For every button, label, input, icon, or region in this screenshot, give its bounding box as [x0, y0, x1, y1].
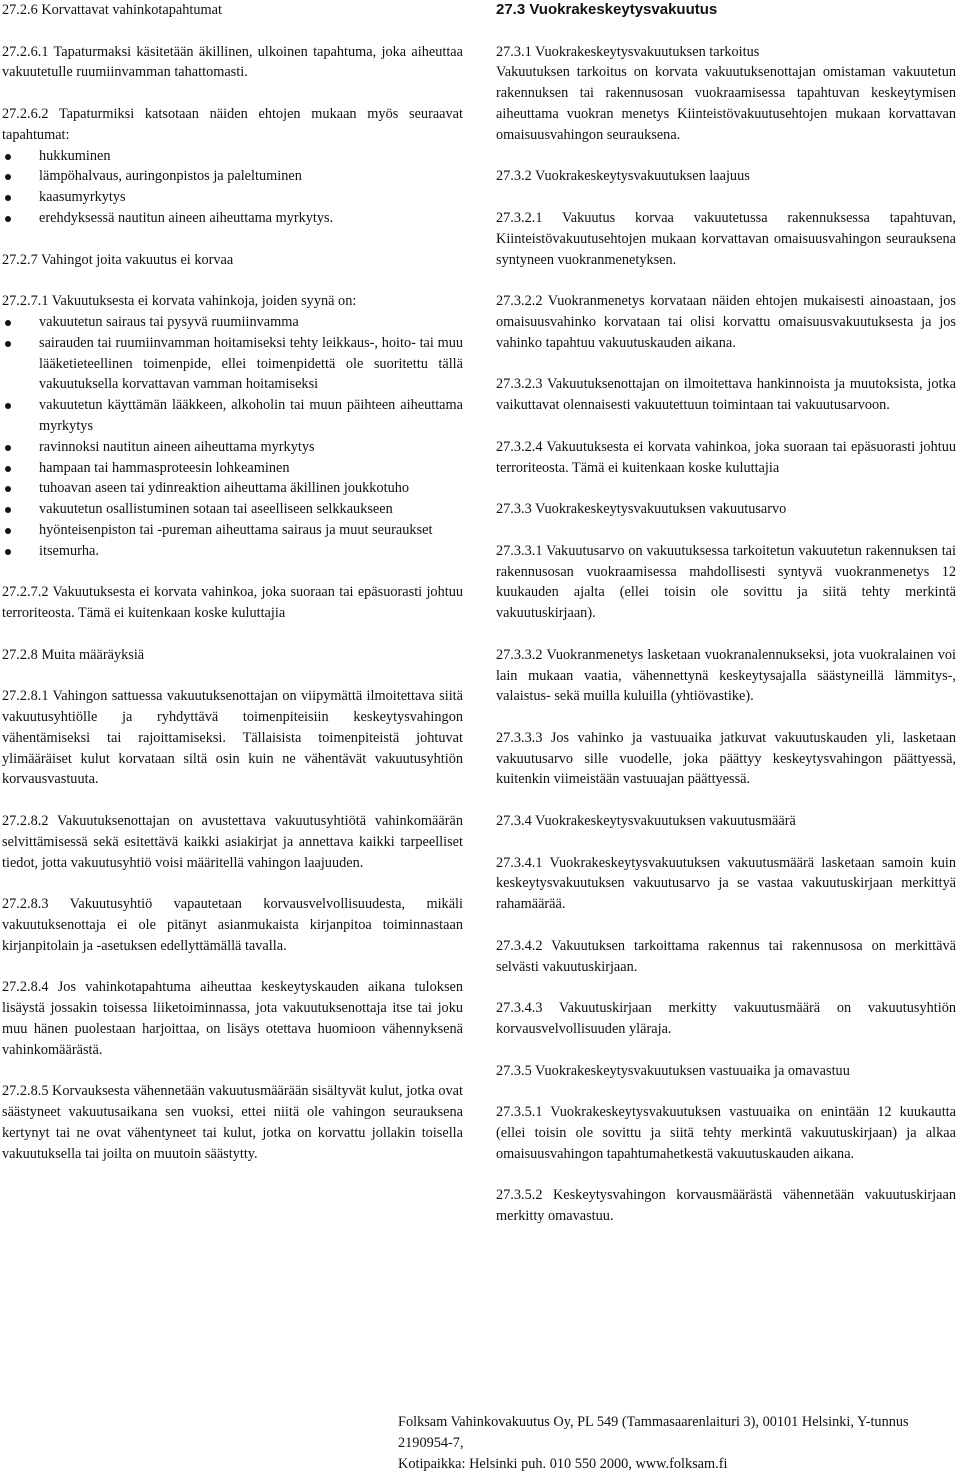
list-item: sairauden tai ruumiinvamman hoitamiseksi tehty leikkaus-, hoito- tai muu lääketieteellinen toimenpide, ellei toimenpidettä ole suoritettu tällä vakuutuksella korvattavan vamman hoitamiseksi — [39, 333, 463, 395]
section-27-2-8-3: 27.2.8.3 Vakuutusyhtiö vapautetaan korvausvelvollisuudesta, mikäli vakuutuksenottaja ei ole pitänyt asianmukaista kirjanpitoa toiminnastaan kirjanpitolain ja -asetuksen edellyttämällä tavalla. — [2, 896, 463, 954]
list-item: itsemurha. — [39, 541, 463, 562]
section-27-3-5-heading: 27.3.5 Vuokrakeskeytysvakuutuksen vastuuaika ja omavastuu — [496, 1062, 850, 1079]
section-27-3-3-1: 27.3.3.1 Vakuutusarvo on vakuutuksessa tarkoitetun vakuutetun rakennuksen tai rakennusosan vuokraamisessa mahdollisesti syntyvä vuokranmenetys 12 kuukauden ajalta (ellei toisin ole sovittu ja siitä tehty merkintä vakuutuskirjaan). — [496, 542, 956, 622]
section-27-2-8-2: 27.2.8.2 Vakuutuksenottajan on avustettava vakuutusyhtiötä vahinkomäärän selvittämisessä sekä esitettävä kaikki asiakirjat ja annettava kaikki tarpeelliset tiedot, jotta vakuutusyhtiö voisi määritellä vahingon laajuuden. — [2, 813, 463, 871]
section-27-3-3-3: 27.3.3.3 Jos vahinko ja vastuuaika jatkuvat vakuutuskauden yli, lasketaan vakuutusarvo sille vuodelle, joka päättyy keskeytysvahingon päättyessä, kuitenkin viimeistään vastuuajan päättyessä. — [496, 729, 956, 788]
section-27-3-5-1: 27.3.5.1 Vuokrakeskeytysvakuutuksen vastuuaika on enintään 12 kuukautta (ellei toisin ole sovittu ja siitä tehty merkintä vakuutuskirjaan) ja alkaa omaisuusvahingon tapahtumahetkestä vakuutuskauden aikana. — [496, 1104, 956, 1162]
section-27-3-2-2: 27.3.2.2 Vuokranmenetys korvataan näiden ehtojen mukaisesti ainoastaan, jos omaisuusvahinko korvataan tai olisi korvattu omaisuusvakuutuksesta ja jos vahinko tapahtuu vakuutuskauden aikana. — [496, 293, 956, 351]
list-item: lämpöhalvaus, auringonpistos ja paleltuminen — [39, 166, 463, 187]
section-27-2-6-2: 27.2.6.2 Tapaturmiksi katsotaan näiden ehtojen mukaan myös seuraavat tapahtumat: — [2, 105, 463, 143]
section-27-3-1-heading: 27.3.1 Vuokrakeskeytysvakuutuksen tarkoitus — [496, 43, 760, 60]
section-27-3-3-heading: 27.3.3 Vuokrakeskeytysvakuutuksen vakuutusarvo — [496, 501, 787, 518]
section-27-3-4-3: 27.3.4.3 Vakuutuskirjaan merkitty vakuutusmäärä on vakuutusyhtiön korvausvelvollisuuden yläraja. — [496, 1000, 956, 1038]
list-item: hampaan tai hammasproteesin lohkeaminen — [39, 458, 463, 479]
section-27-2-6-1: 27.2.6.1 Tapaturmaksi käsitetään äkillinen, ulkoinen tapahtuma, joka aiheuttaa vakuutetulle ruumiinvamman tahattomasti. — [2, 43, 463, 81]
section-27-2-8-5: 27.2.8.5 Korvauksesta vähennetään vakuutusmäärään sisältyvät kulut, jotka ovat säästyneet vakuutusaikana sen vuoksi, ettei niitä ole vahingon seurauksena kertynyt tai ne ovat vähentyneet tai kulut, jotka on korvattu jollakin toisella vakuutuksella tai joilta on muutoin säästytty. — [2, 1083, 463, 1162]
section-27-3-4-2: 27.3.4.2 Vakuutuksen tarkoittama rakennus tai rakennusosa on merkittävä selvästi vakuutuskirjaan. — [496, 937, 956, 975]
section-27-2-8-heading: 27.2.8 Muita määräyksiä — [2, 646, 145, 663]
right-column — [496, 0, 956, 1248]
section-27-3-1-text: Vakuutuksen tarkoitus on korvata vakuutuksenottajan omistaman vakuutetun rakennuksen tai rakennusosan vuokraamisessa tapahtuvan keskeytymisen aiheuttama vuokran menetys Kiinteistövakuutusehtojen mukaan korvattavan omaisuusvahingon seurauksena. — [496, 64, 956, 143]
list-item: ravinnoksi nautitun aineen aiheuttama myrkytys — [39, 437, 463, 458]
section-27-3-title: 27.3 Vuokrakeskeytysvakuutus — [496, 1, 718, 18]
page-footer — [398, 1412, 958, 1474]
list-item: hyönteisenpiston tai -pureman aiheuttama sairaus ja muut seuraukset — [39, 520, 463, 541]
list-item: kaasumyrkytys — [39, 187, 463, 208]
section-27-3-3-2: 27.3.3.2 Vuokranmenetys lasketaan vuokranalennukseksi, jota vuokralainen voi lain mukaan vaatia, vähennettynä keskeytysajalla säästyneillä lämmitys-, valaistus- sekä muilla kuluilla (yhtiövastike). — [496, 646, 956, 705]
section-27-3-2-4: 27.3.2.4 Vakuutuksesta ei korvata vahinkoa, joka suoraan tai epäsuorasti johtuu terroriteosta. Tämä ei kuitenkaan koske kuluttajia — [496, 438, 956, 476]
footer-contact-line: Kotipaikka: Helsinki puh. 010 550 2000, www.folksam.fi — [398, 1455, 728, 1472]
list-item: vakuutetun osallistuminen sotaan tai aseelliseen selkkaukseen — [39, 499, 463, 520]
section-27-2-7-1: 27.2.7.1 Vakuutuksesta ei korvata vahinkoja, joiden syynä on: — [2, 293, 357, 310]
section-27-2-7-heading: 27.2.7 Vahingot joita vakuutus ei korvaa — [2, 251, 234, 268]
section-27-3-4-1: 27.3.4.1 Vuokrakeskeytysvakuutuksen vakuutusmäärä lasketaan samoin kuin keskeytysvakuutuksen vakuutusarvo ja se vastaa vakuutuskirjaan merkittyä rahamäärää. — [496, 854, 956, 913]
section-27-2-8-4: 27.2.8.4 Jos vahinkotapahtuma aiheuttaa keskeytyskauden aikana tuloksen lisäystä jossakin toisessa liiketoiminnassa, jota vakuutuksenottaja itse tai joku muu hänen puolestaan harjoittaa, on lisäys otettava huomioon vähennyksenä vahinkomäärästä. — [2, 979, 463, 1058]
left-column — [2, 0, 463, 1185]
list-item: tuhoavan aseen tai ydinreaktion aiheuttama äkillinen joukkotuho — [39, 478, 463, 499]
section-27-3-2-heading: 27.3.2 Vuokrakeskeytysvakuutuksen laajuus — [496, 168, 750, 185]
section-27-3-4-heading: 27.3.4 Vuokrakeskeytysvakuutuksen vakuutusmäärä — [496, 813, 796, 830]
accident-list — [2, 146, 463, 229]
exclusion-list — [2, 312, 463, 562]
list-item: vakuutetun sairaus tai pysyvä ruumiinvamma — [39, 312, 463, 333]
list-item: vakuutetun käyttämän lääkkeen, alkoholin tai muun päihteen aiheuttama myrkytys — [39, 395, 463, 437]
section-27-3-5-2: 27.3.5.2 Keskeytysvahingon korvausmäärästä vähennetään vakuutuskirjaan merkitty omavastuu. — [496, 1187, 956, 1225]
footer-company-line: Folksam Vahinkovakuutus Oy, PL 549 (Tammasaarenlaituri 3), 00101 Helsinki, Y-tunnus 2190954-7, — [398, 1414, 909, 1451]
section-27-3-2-3: 27.3.2.3 Vakuutuksenottajan on ilmoitettava hankinnoista ja muutoksista, jotka vaikuttavat olennaisesti vakuutettuun toimintaan tai vakuutusarvoon. — [496, 376, 956, 414]
section-27-2-6-heading: 27.2.6 Korvattavat vahinkotapahtumat — [2, 2, 222, 18]
list-item: erehdyksessä nautitun aineen aiheuttama myrkytys. — [39, 208, 463, 229]
list-item: hukkuminen — [39, 146, 463, 167]
section-27-3-2-1: 27.3.2.1 Vakuutus korvaa vakuutetussa rakennuksessa tapahtuvan, Kiinteistövakuutusehtojen mukaan korvattavan omaisuusvahingon seurauksena syntyneen vuokranmenetyksen. — [496, 209, 956, 268]
section-27-2-8-1: 27.2.8.1 Vahingon sattuessa vakuutuksenottajan on viipymättä ilmoitettava siitä vakuutusyhtiölle ja ryhdyttävä toimenpiteisiin keskeytysvahingon vähentämiseksi tai rajoittamiseksi. Tällaisista toimenpiteistä johtuvat ylimääräiset kulut korvataan siltä osin kuin ne vähentävät vakuutusyhtiön korvausvastuuta. — [2, 688, 463, 788]
section-27-2-7-2: 27.2.7.2 Vakuutuksesta ei korvata vahinkoa, joka suoraan tai epäsuorasti johtuu terroriteosta. Tämä ei kuitenkaan koske kuluttajia — [2, 584, 463, 622]
